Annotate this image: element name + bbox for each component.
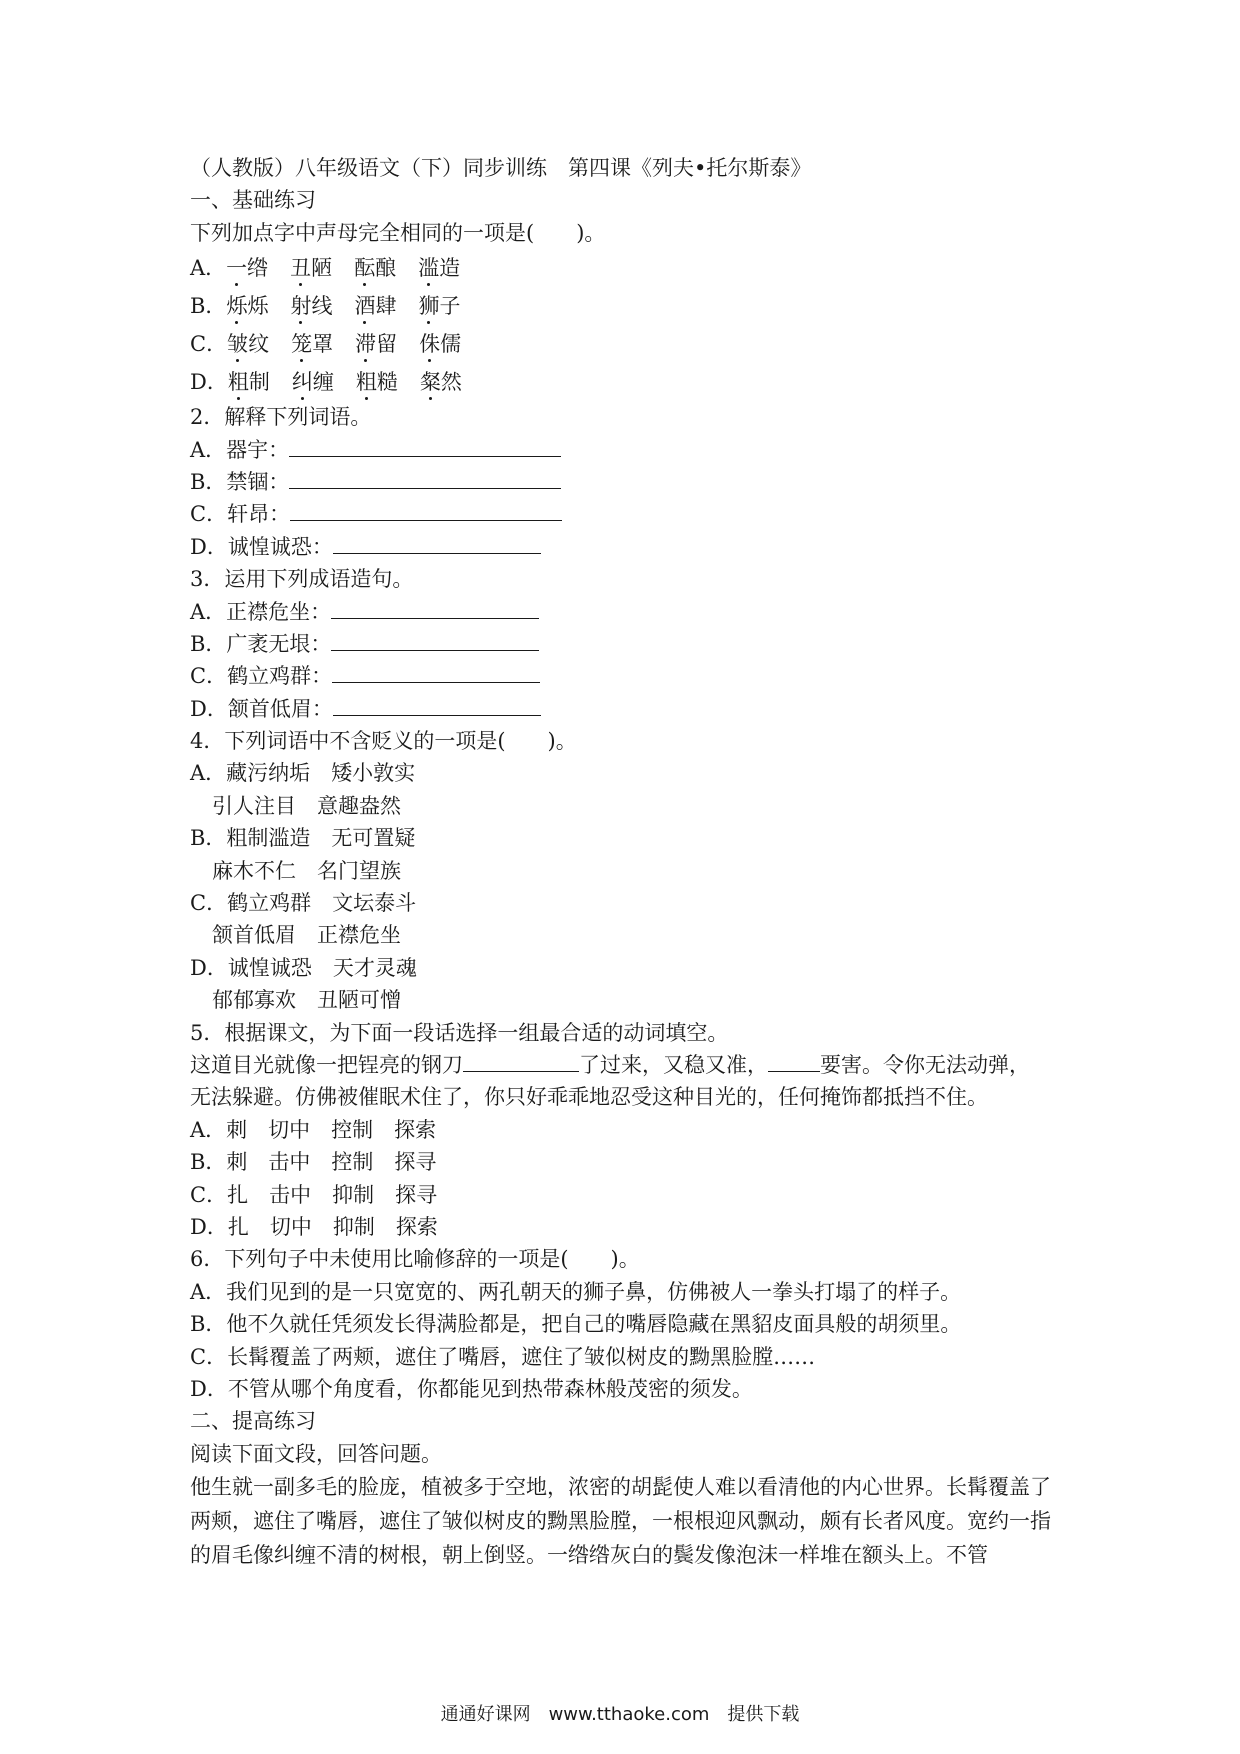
option-label: D．: [190, 370, 228, 395]
q4-option-line: 郁郁寡欢 丑陋可憎: [212, 988, 401, 1013]
q1-option: [190, 249, 1070, 287]
option-word: 射线: [290, 294, 333, 319]
q4-option-line: B．粗制滥造 无可置疑: [190, 826, 416, 851]
q4-option-line: D．诚惶诚恐 天才灵魂: [190, 955, 417, 980]
option-word: 纠缠: [291, 370, 334, 395]
doc-title: （人教版）八年级语文（下）同步训练 第四课《列夫•托尔斯泰》: [190, 156, 812, 180]
answer-blank[interactable]: [333, 693, 541, 716]
q6-option: B．他不久就任凭须发长得满脸都是，把自己的嘴唇隐藏在黑貂皮面具般的胡须里。: [190, 1312, 962, 1337]
q5-option: C．扎 击中 抑制 探寻: [190, 1182, 438, 1207]
option-word: 侏儒: [419, 332, 462, 357]
q6-option: C．长髯覆盖了两颊，遮住了嘴唇，遮住了皱似树皮的黝黑脸膛……: [190, 1344, 816, 1369]
page-footer: 通通好课网 www.tthaoke.com 提供下载: [440, 1704, 800, 1725]
option-word: 滞留: [355, 332, 398, 357]
option-word: 粗制: [227, 370, 270, 395]
q1-option: [190, 287, 1070, 325]
option-word: 一绺: [226, 256, 269, 281]
q6-stem: 6．下列句子中未使用比喻修辞的一项是( )。: [190, 1247, 640, 1272]
q4-stem: 4．下列词语中不含贬义的一项是( )。: [190, 729, 577, 754]
answer-blank[interactable]: [332, 660, 540, 683]
option-label: C．: [190, 332, 228, 357]
q4-option-line: C．鹤立鸡群 文坛泰斗: [190, 891, 417, 916]
option-word: 狮子: [418, 294, 461, 319]
q4-option-line: 引人注目 意趣盎然: [212, 793, 401, 818]
answer-blank[interactable]: [290, 498, 562, 521]
q3-stem: 3．运用下列成语造句。: [190, 567, 414, 592]
section-heading-advanced: 二、提高练习: [190, 1409, 316, 1434]
q1-stem: 下列加点字中声母完全相同的一项是( )。: [190, 220, 606, 245]
q2-stem: 2．解释下列词语。: [190, 405, 372, 430]
q6-option: A．我们见到的是一只宽宽的、两孔朝天的狮子鼻，仿佛被人一拳头打塌了的样子。: [190, 1279, 962, 1304]
option-word: 酝酿: [354, 256, 397, 281]
option-word: 滥造: [418, 256, 461, 281]
reading-passage: 他生就一副多毛的脸庞，植被多于空地，浓密的胡髭使人难以看清他的内心世界。长髯覆盖了两颊，遮住了嘴唇，遮住了皱似树皮的黝黑脸膛，一根根迎风飘动，颇有长者风度。宽约一指的眉毛像纠缠不清的树根，朝上倒竖。一绺绺灰白的鬓发像泡沫一样堆在额头上。不管: [190, 1475, 1051, 1568]
answer-blank[interactable]: [289, 434, 561, 457]
q3-item: C．鹤立鸡群：: [190, 660, 1070, 692]
q5-passage-line: 这道目光就像一把锃亮的钢刀 了过来，又稳又准， 要害。令你无法动弹，: [190, 1049, 1070, 1081]
q6-option: D．不管从哪个角度看，你都能见到热带森林般茂密的须发。: [190, 1376, 753, 1401]
q4-option-line: A．藏污纳垢 矮小敦实: [190, 761, 416, 786]
q2-item: C．轩昂：: [190, 498, 1070, 530]
q5-passage-line: 无法躲避。仿佛被催眠术住了，你只好乖乖地忍受这种目光的，任何掩饰都抵挡不住。: [190, 1085, 988, 1110]
option-word: 皱纹: [227, 332, 270, 357]
answer-blank[interactable]: [768, 1049, 820, 1072]
option-label: B．: [190, 294, 227, 319]
answer-blank[interactable]: [331, 596, 539, 619]
answer-blank[interactable]: [331, 628, 539, 651]
q5-stem: 5．根据课文，为下面一段话选择一组最合适的动词填空。: [190, 1020, 729, 1045]
q3-item: D．颔首低眉：: [190, 693, 1070, 725]
q5-option: A．刺 切中 控制 探索: [190, 1117, 437, 1142]
q1-option: [190, 325, 1070, 363]
section-heading-basic: 一、基础练习: [190, 188, 316, 213]
option-word: 笼罩: [291, 332, 334, 357]
q2-item: D．诚惶诚恐：: [190, 531, 1070, 563]
option-word: 烁烁: [226, 294, 269, 319]
q1-option: [190, 363, 1070, 401]
option-word: 粗糙: [355, 370, 398, 395]
answer-blank[interactable]: [463, 1049, 579, 1072]
q2-item: B．禁锢：: [190, 466, 1070, 498]
reading-stem: 阅读下面文段，回答问题。: [190, 1441, 442, 1466]
document-page: [190, 152, 1070, 1572]
q1-options: [190, 249, 1070, 401]
option-label: A．: [190, 256, 227, 281]
q5-option: D．扎 切中 抑制 探索: [190, 1214, 438, 1239]
q3-item: B．广袤无垠：: [190, 628, 1070, 660]
q2-item: A．器宇：: [190, 434, 1070, 466]
q4-option-line: 麻木不仁 名门望族: [212, 858, 401, 883]
answer-blank[interactable]: [289, 466, 561, 489]
option-word: 丑陋: [290, 256, 333, 281]
q5-option: B．刺 击中 控制 探寻: [190, 1150, 437, 1175]
q4-option-line: 颔首低眉 正襟危坐: [212, 923, 401, 948]
option-word: 粲然: [419, 370, 462, 395]
answer-blank[interactable]: [333, 531, 541, 554]
q3-item: A．正襟危坐：: [190, 596, 1070, 628]
option-word: 酒肆: [354, 294, 397, 319]
